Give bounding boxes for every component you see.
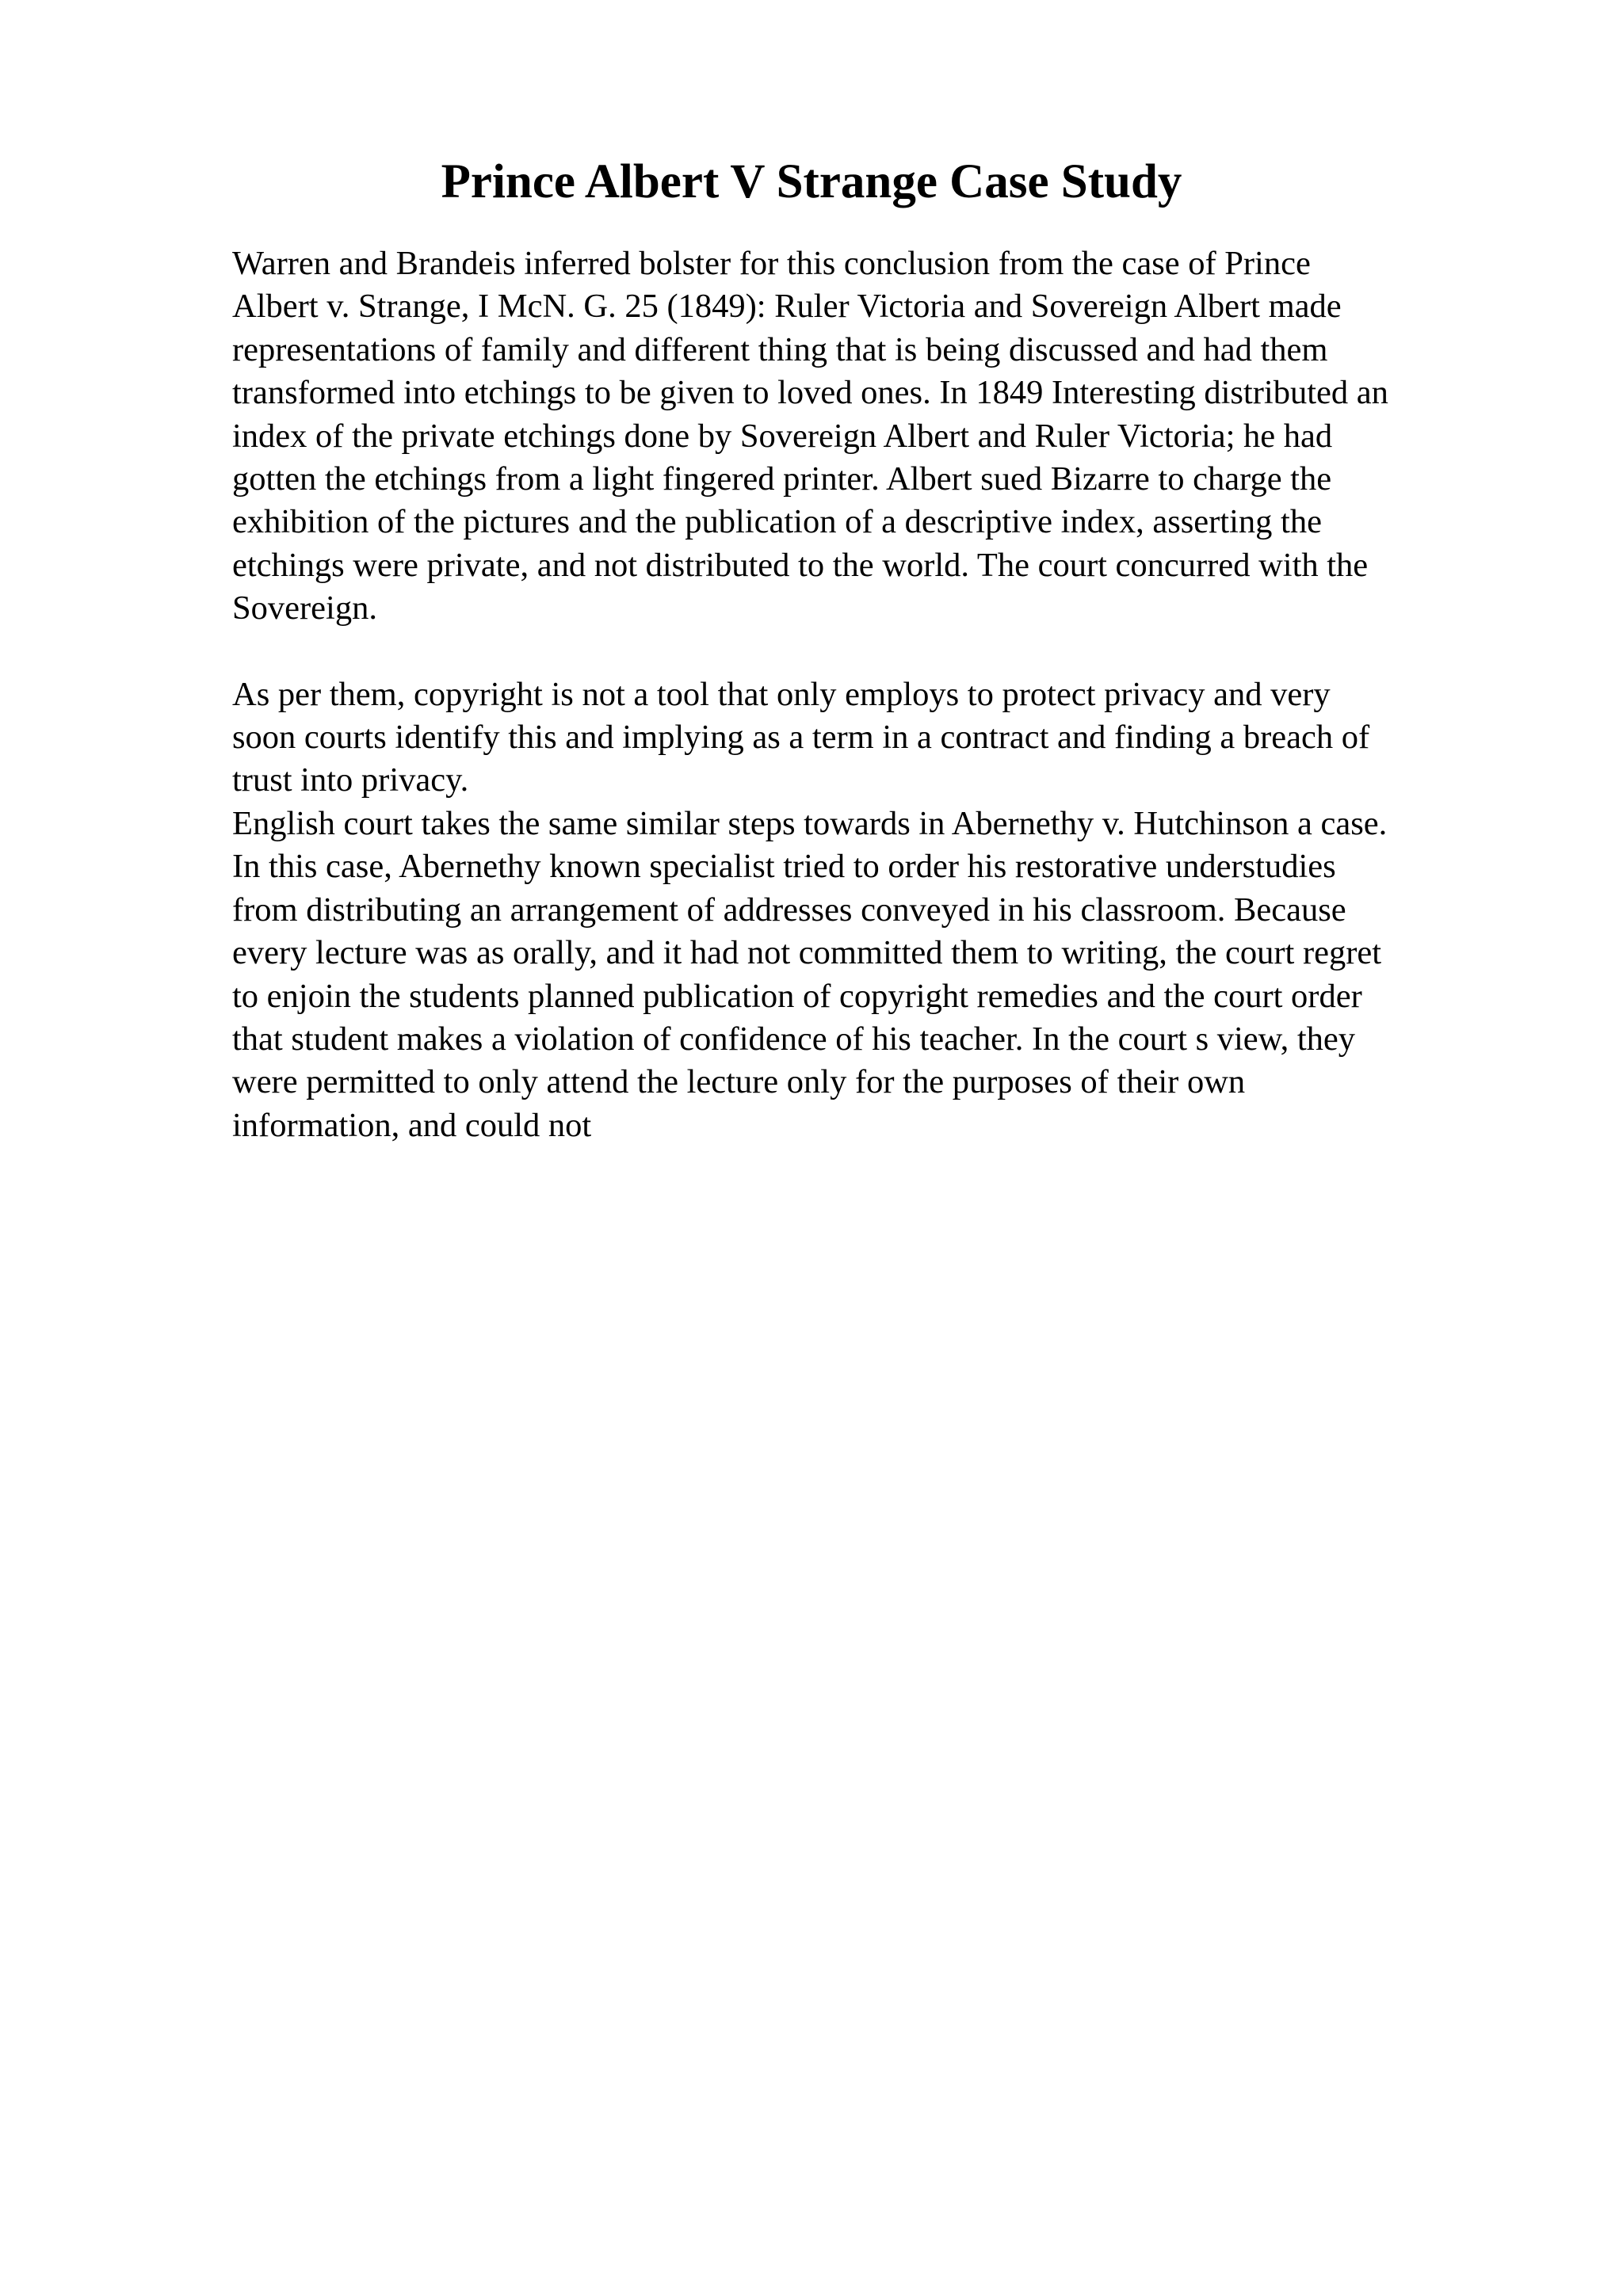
paragraph-spacer bbox=[232, 631, 1516, 673]
paragraph-1: Warren and Brandeis inferred bolster for this conclusion from the case of Prince Albert v. Strange, I McN. G. 25 (1849): Ruler Victoria and Sovereign Albert made representations of family and different thing that is being discussed and had them transformed into etchings to be given to loved ones. In 1849 Interesting distributed an index of the private etchings done by Sovereign Albert and Ruler Victoria; he had gotten the etchings from a light fingered printer. Albert sued Bizarre to charge the exhibition of the pictures and the publication of a descriptive index, asserting the etchings were private, and not distributed to the world. The court concurred with the Sovereign. bbox=[232, 245, 1388, 627]
paragraph-2: As per them, copyright is not a tool that only employs to protect privacy and very soon courts identify this and implying as a term in a contract and finding a breach of trust into privacy. bbox=[232, 675, 1370, 799]
document-title: Prince Albert V Strange Case Study bbox=[441, 155, 1182, 208]
document-body bbox=[232, 242, 1516, 1147]
paragraph-3: English court takes the same similar steps towards in Abernethy v. Hutchinson a case. In this case, Abernethy known specialist tried to order his restorative understudies from distributing an arrangement of addresses conveyed in his classroom. Because every lecture was as orally, and it had not committed them to writing, the court regret to enjoin the students planned publication of copyright remedies and the court order that student makes a violation of confidence of his teacher. In the court s view, they were permitted to only attend the lecture only for the purposes of their own information, and could not bbox=[232, 804, 1388, 1144]
